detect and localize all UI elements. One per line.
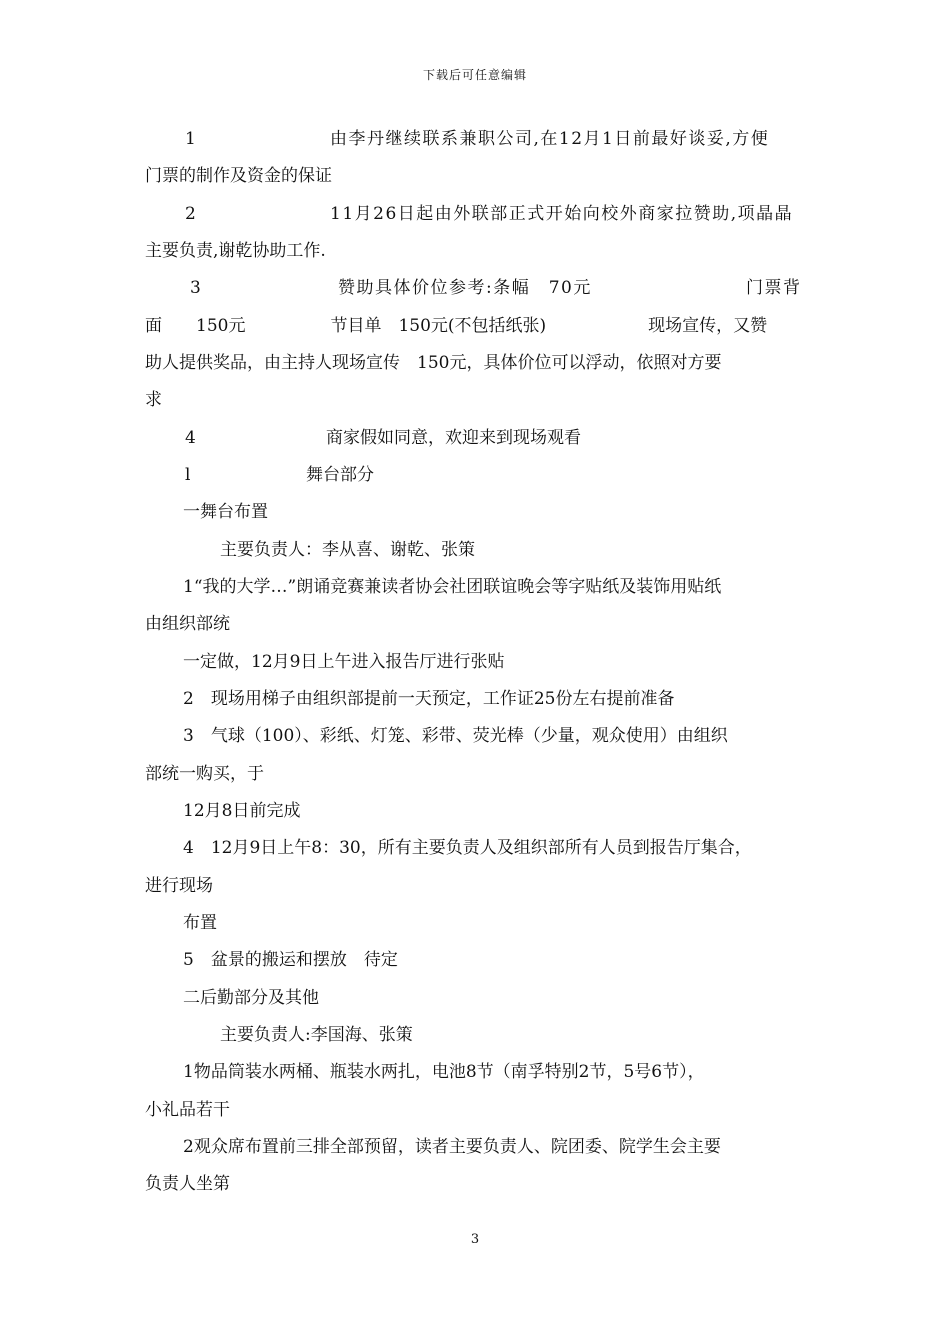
paragraph-line: 求 [145, 390, 162, 410]
paragraph-line: 由组织部统 [145, 614, 230, 634]
page-header: 下载后可任意编辑 [422, 68, 527, 82]
paragraph-line: 赞助具体价位参考:条幅 70元 [338, 278, 592, 298]
paragraph-line: 门票的制作及资金的保证 [145, 166, 332, 186]
section-number: l [185, 465, 191, 485]
page-number: 3 [470, 1232, 480, 1247]
paragraph-line: 主要负责,谢乾协助工作. [145, 241, 326, 261]
paragraph-line: 1物品筒装水两桶、瓶装水两扎，电池8节（南孚特别2节，5号6节）， [183, 1062, 705, 1082]
paragraph-line: 进行现场 [145, 876, 213, 896]
paragraph-line-tail: 门票背 [746, 278, 802, 298]
item-number: 2 [185, 204, 196, 224]
section-title: 舞台部分 [306, 465, 374, 485]
paragraph-line: 部统一购买，于 [145, 764, 264, 784]
paragraph-line: 12月8日前完成 [183, 801, 301, 821]
paragraph-line: 11月26日起由外联部正式开始向校外商家拉赞助,项晶晶 [330, 204, 794, 224]
paragraph-line: 3 气球（100）、彩纸、灯笼、彩带、荧光棒（少量，观众使用）由组织 [183, 726, 728, 746]
paragraph-line: 2观众席布置前三排全部预留，读者主要负责人、院团委、院学生会主要 [183, 1137, 721, 1157]
paragraph-line: 4 12月9日上午8：30，所有主要负责人及组织部所有人员到报告厅集合， [183, 838, 752, 858]
paragraph-line: 布置 [183, 913, 217, 933]
paragraph-line: 助人提供奖品，由主持人现场宣传 150元，具体价位可以浮动，依照对方要 [145, 353, 722, 373]
paragraph-line: 小礼品若干 [145, 1100, 230, 1120]
paragraph-line: 2 现场用梯子由组织部提前一天预定，工作证25份左右提前准备 [183, 689, 675, 709]
item-number: 4 [185, 428, 196, 448]
item-number: 3 [190, 278, 201, 298]
paragraph-line: 负责人坐第 [145, 1174, 230, 1194]
paragraph-line: 5 盆景的搬运和摆放 待定 [183, 950, 398, 970]
subsection-title: 二后勤部分及其他 [183, 988, 319, 1008]
responsible-line: 主要负责人：李从喜、谢乾、张策 [220, 540, 475, 560]
paragraph-line: 1“我的大学…”朗诵竞赛兼读者协会社团联谊晚会等字贴纸及装饰用贴纸 [183, 577, 722, 597]
responsible-line: 主要负责人:李国海、张策 [220, 1025, 413, 1045]
paragraph-line: 一定做，12月9日上午进入报告厅进行张贴 [183, 652, 505, 672]
item-number: 1 [185, 129, 196, 149]
paragraph-line: 面 150元 节目单 150元(不包括纸张) 现场宣传，又赞 [145, 316, 768, 336]
subsection-title: 一舞台布置 [183, 502, 268, 522]
paragraph-line: 商家假如同意，欢迎来到现场观看 [326, 428, 581, 448]
paragraph-line: 由李丹继续联系兼职公司,在12月1日前最好谈妥,方便 [330, 129, 770, 149]
